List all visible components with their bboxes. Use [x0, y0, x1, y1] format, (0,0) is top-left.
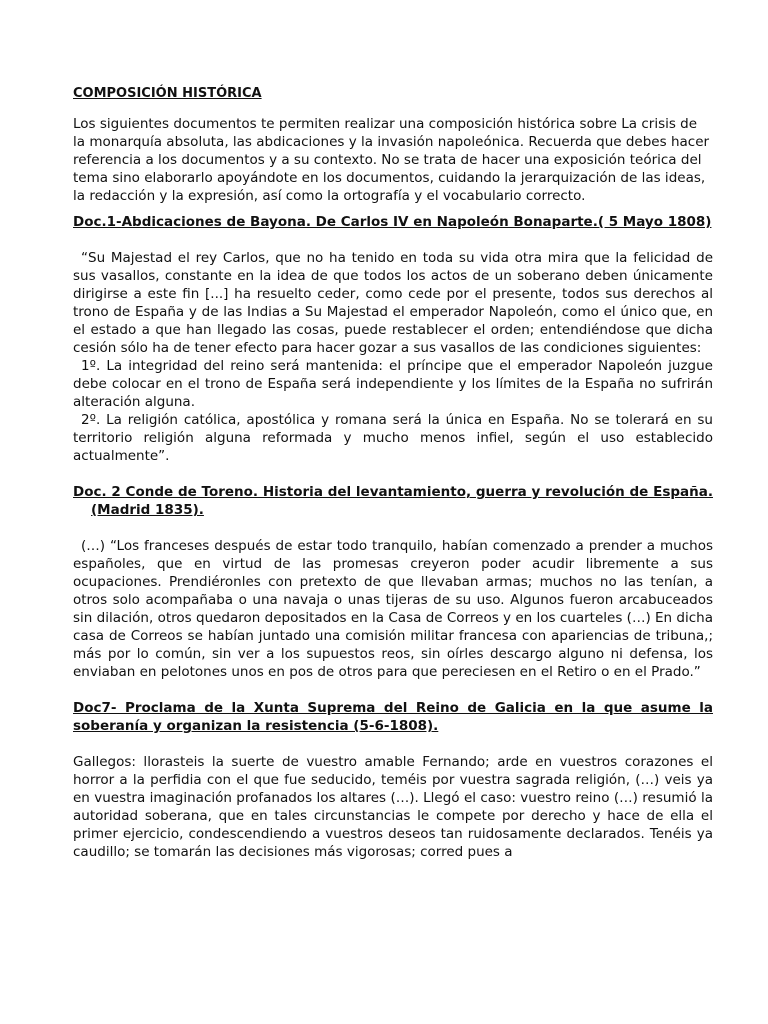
intro-paragraph: Los siguientes documentos te permiten realizar una composición histórica sobre La crisis de la monarquía absoluta, las abdicaciones y la invasión napoleónica. Recuerda que debes hacer referencia a los documentos y a su contexto. No se trata de hacer una exposición teórica del tema sino elaborarlo apoyándote en los documentos, cuidando la jerarquización de las ideas, la redacción y la expresión, así como la ortografía y el vocabulario correcto. — [73, 116, 710, 204]
doc7-heading: Doc7- Proclama de la Xunta Suprema del Reino de Galicia en la que asume la soberanía y organizan la resistencia (5-6-1808). — [73, 700, 713, 734]
doc1-paragraph-1: “Su Majestad el rey Carlos, que no ha tenido en toda su vida otra mira que la felicidad de sus vasallos, constante en la idea de que todos los actos de un soberano deben únicamente dirigirse a este fin [...] ha resuelto ceder, como cede por el presente, todos sus derechos al trono de España y de las Indias a Su Majestad el emperador Napoleón, como el único que, en el estado a que han llegado las cosas, puede restablecer el orden; entendiéndose que dicha cesión sólo ha de tener efecto para hacer gozar a sus vasallos de las condiciones siguientes: — [73, 250, 713, 356]
document-page — [73, 85, 713, 861]
doc2-heading: Doc. 2 Conde de Toreno. Historia del levantamiento, guerra y revolución de España. (Madrid 1835). — [73, 484, 713, 518]
doc1-paragraph-3: 2º. La religión católica, apostólica y romana será la única en España. No se tolerará en su territorio religión alguna reformada y mucho menos infiel, según el uso establecido actualmente”. — [73, 412, 713, 464]
doc1-paragraph-2: 1º. La integridad del reino será mantenida: el príncipe que el emperador Napoleón juzgue debe colocar en el trono de España será independiente y los límites de la España no sufrirán alteración alguna. — [73, 358, 713, 410]
doc1-heading: Doc.1-Abdicaciones de Bayona. De Carlos IV en Napoleón Bonaparte.( 5 Mayo 1808) — [73, 214, 712, 230]
doc2-paragraph-1: (…) “Los franceses después de estar todo tranquilo, habían comenzado a prender a muchos españoles, que en virtud de las promesas creyeron poder acudir libremente a sus ocupaciones. Prendiéronles con pretexto de que llevaban armas; muchos no las tenían, a otros solo acompañaba o una navaja o unas tijeras de su uso. Algunos fueron arcabuceados sin dilación, otros quedaron depositados en la Casa de Correos y en los cuarteles (…) En dicha casa de Correos se habían juntado una comisión militar francesa con apariencias de tribuna,; más por lo común, sin ver a los supuestos reos, sin oírles descargo alguno ni defensa, los enviaban en pelotones unos en pos de otros para que pereciesen en el Retiro o en el Prado.” — [73, 538, 713, 680]
doc7-paragraph-1: Gallegos: llorasteis la suerte de vuestro amable Fernando; arde en vuestros corazones el horror a la perfidia con el que fue seducido, teméis por vuestra sagrada religión, (…) veis ya en vuestra imaginación profanados los altares (…). Llegó el caso: vuestro reino (…) resumió la autoridad soberana, que en tales circunstancias le compete por derecho y hace de ella el primer ejercicio, condescendiendo a vuestros deseos tan ruidosamente declarados. Tenéis ya caudillo; se tomarán las decisiones más vigorosas; corred pues a — [73, 754, 713, 860]
document-title: COMPOSICIÓN HISTÓRICA — [73, 86, 262, 101]
